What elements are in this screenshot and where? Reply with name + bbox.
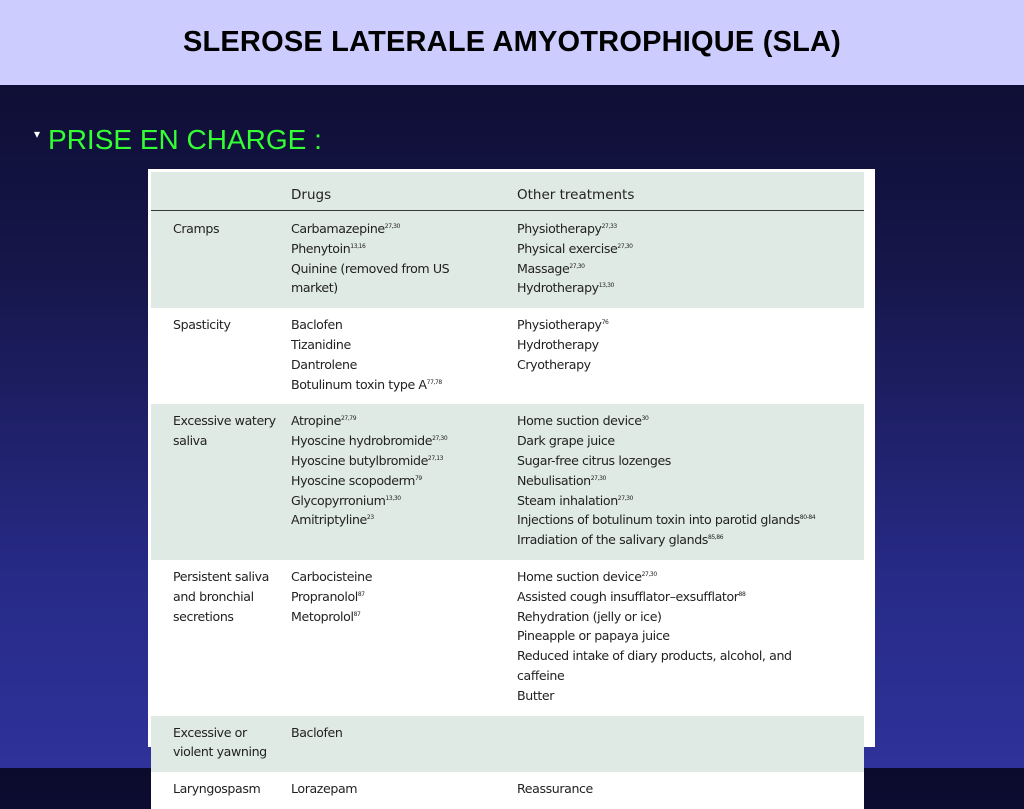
reference-superscript: 23 xyxy=(366,514,374,522)
cell-text: Hyoscine hydrobromide xyxy=(291,433,433,449)
other-treatments-cell-line xyxy=(517,779,857,799)
cell-text: caffeine xyxy=(517,667,565,683)
reference-superscript: 27,33 xyxy=(601,222,617,230)
cell-text: Metoprolol xyxy=(291,608,354,624)
reference-superscript: 27,30 xyxy=(617,494,633,502)
cell-text: market) xyxy=(291,280,338,296)
cell-text: Steam inhalation xyxy=(517,492,618,508)
condition-cell-line: Laryngospasm xyxy=(173,781,261,797)
header-other-treatments: Other treatments xyxy=(517,187,635,203)
slide-title: SLEROSE LATERALE AMYOTROPHIQUE (SLA) xyxy=(182,26,842,58)
reference-superscript: 13,16 xyxy=(350,242,366,250)
drugs-cell-line xyxy=(291,587,511,607)
drugs-cell-line xyxy=(291,451,511,471)
header-drugs: Drugs xyxy=(291,187,332,203)
reference-superscript: 85,86 xyxy=(707,533,724,541)
other-treatments-cell-line xyxy=(517,471,857,491)
bullet-line xyxy=(34,124,322,156)
reference-superscript: 27,13 xyxy=(427,454,444,462)
condition-cell xyxy=(173,219,285,239)
drugs-cell xyxy=(291,219,511,298)
cell-text: Carbocisteine xyxy=(291,568,373,584)
cell-text: Hydrotherapy xyxy=(517,336,599,352)
condition-cell xyxy=(173,723,285,763)
drugs-cell xyxy=(291,779,511,799)
reference-superscript: 27,79 xyxy=(340,415,357,423)
other-treatments-cell-line xyxy=(517,646,857,666)
condition-cell-line: Spasticity xyxy=(173,317,231,333)
cell-text: Reassurance xyxy=(517,781,593,797)
condition-cell-line: Excessive or xyxy=(173,724,247,740)
reference-superscript: 80-84 xyxy=(799,514,816,522)
table-row xyxy=(151,404,864,560)
cell-text: Reduced intake of diary products, alcohol, and xyxy=(517,648,792,664)
cell-text: Pineapple or papaya juice xyxy=(517,628,670,644)
cell-text: Baclofen xyxy=(291,317,343,333)
table-body xyxy=(151,172,864,797)
bullet-arrow-icon: ▾ xyxy=(34,127,41,141)
reference-superscript: 87 xyxy=(357,590,365,598)
cell-text: Home suction device xyxy=(517,568,642,584)
table-row xyxy=(151,716,864,773)
drugs-cell-line xyxy=(291,355,511,375)
cell-text: Rehydration (jelly or ice) xyxy=(517,608,662,624)
condition-cell-line: saliva xyxy=(173,433,208,449)
cell-text: Cryotherapy xyxy=(517,356,591,372)
cell-text: Hydrotherapy xyxy=(517,280,599,296)
other-treatments-cell xyxy=(517,779,857,799)
condition-cell xyxy=(173,411,285,451)
drugs-cell-line xyxy=(291,510,511,530)
cell-text: Physical exercise xyxy=(517,240,618,256)
drugs-cell xyxy=(291,315,511,394)
drugs-cell-line xyxy=(291,239,511,259)
other-treatments-cell-line xyxy=(517,278,857,298)
reference-superscript: 13,30 xyxy=(385,494,401,502)
other-treatments-cell-line xyxy=(517,411,857,431)
drugs-cell-line xyxy=(291,411,511,431)
reference-superscript: 77,78 xyxy=(426,378,442,386)
condition-cell-line: secretions xyxy=(173,608,234,624)
other-treatments-cell-line xyxy=(517,587,857,607)
other-treatments-cell-line xyxy=(517,451,857,471)
other-treatments-cell-line xyxy=(517,259,857,279)
cell-text: Irradiation of the salivary glands xyxy=(517,532,708,548)
cell-text: Hyoscine scopoderm xyxy=(291,472,416,488)
other-treatments-cell-line xyxy=(517,239,857,259)
drugs-cell-line xyxy=(291,723,511,743)
other-treatments-cell-line xyxy=(517,626,857,646)
reference-superscript: 27,30 xyxy=(617,242,633,250)
condition-cell-line: violent yawning xyxy=(173,744,267,760)
drugs-cell-line xyxy=(291,375,511,395)
other-treatments-cell-line xyxy=(517,510,857,530)
cell-text: Physiotherapy xyxy=(517,221,602,236)
cell-text: Physiotherapy xyxy=(517,317,602,333)
cell-text: Hyoscine butylbromide xyxy=(291,452,428,468)
reference-superscript: 87 xyxy=(353,610,361,618)
condition-cell-line: Persistent saliva xyxy=(173,568,269,584)
drugs-cell-line xyxy=(291,219,511,239)
drugs-cell-line xyxy=(291,278,511,298)
other-treatments-cell-line xyxy=(517,315,857,335)
drugs-cell xyxy=(291,723,511,743)
cell-text: Amitriptyline xyxy=(291,512,367,528)
reference-superscript: 27,30 xyxy=(590,474,606,482)
section-label: PRISE EN CHARGE : xyxy=(48,124,322,155)
table-header xyxy=(151,172,864,211)
other-treatments-cell xyxy=(517,315,857,374)
cell-text: Phenytoin xyxy=(291,240,351,256)
drugs-cell-line xyxy=(291,471,511,491)
other-treatments-cell-line xyxy=(517,567,857,587)
condition-cell-line: Excessive watery xyxy=(173,413,276,429)
other-treatments-cell-line xyxy=(517,219,857,239)
title-bar xyxy=(0,0,1024,85)
reference-superscript: 79 xyxy=(415,474,422,482)
reference-superscript: 27,30 xyxy=(432,434,448,442)
drugs-cell-line xyxy=(291,607,511,627)
condition-cell-line: Cramps xyxy=(173,221,220,236)
drugs-cell-line xyxy=(291,491,511,511)
table-rows xyxy=(151,212,864,809)
other-treatments-cell-line xyxy=(517,335,857,355)
other-treatments-cell-line xyxy=(517,666,857,686)
reference-superscript: 30 xyxy=(641,415,649,423)
reference-superscript: 27,30 xyxy=(384,222,400,230)
cell-text: Home suction device xyxy=(517,413,642,429)
reference-superscript: 27,30 xyxy=(569,262,585,270)
reference-superscript: 88 xyxy=(738,590,746,598)
other-treatments-cell xyxy=(517,219,857,298)
cell-text: Assisted cough insufflator–exsufflator xyxy=(517,588,739,604)
cell-text: Butter xyxy=(517,687,555,703)
other-treatments-cell-line xyxy=(517,491,857,511)
cell-text: Lorazepam xyxy=(291,781,358,797)
treatment-table xyxy=(148,169,875,797)
cell-text: Baclofen xyxy=(291,724,343,740)
condition-cell xyxy=(173,779,285,799)
reference-superscript: 13,30 xyxy=(598,282,614,290)
other-treatments-cell xyxy=(517,411,857,550)
reference-superscript: 27,30 xyxy=(641,570,657,578)
other-treatments-cell-line xyxy=(517,686,857,706)
condition-cell xyxy=(173,567,285,626)
cell-text: Nebulisation xyxy=(517,472,591,488)
cell-text: Tizanidine xyxy=(291,336,351,352)
cell-text: Dark grape juice xyxy=(517,433,615,449)
reference-superscript: 76 xyxy=(601,319,609,326)
drugs-cell xyxy=(291,411,511,530)
drugs-cell xyxy=(291,567,511,626)
drugs-cell-line xyxy=(291,259,511,279)
other-treatments-cell-line xyxy=(517,530,857,550)
drugs-cell-line xyxy=(291,567,511,587)
drugs-cell-line xyxy=(291,315,511,335)
table-row xyxy=(151,212,864,308)
cell-text: Massage xyxy=(517,260,570,276)
table-row xyxy=(151,308,864,404)
cell-text: Glycopyrronium xyxy=(291,492,386,508)
drugs-cell-line xyxy=(291,431,511,451)
drugs-cell-line xyxy=(291,779,511,799)
cell-text: Sugar-free citrus lozenges xyxy=(517,452,671,468)
other-treatments-cell-line xyxy=(517,431,857,451)
other-treatments-cell xyxy=(517,567,857,706)
cell-text: Botulinum toxin type A xyxy=(291,376,427,392)
condition-cell xyxy=(173,315,285,335)
cell-text: Injections of botulinum toxin into parotid glands xyxy=(517,512,800,528)
table-row xyxy=(151,772,864,809)
cell-text: Quinine (removed from US xyxy=(291,260,450,276)
table-row xyxy=(151,560,864,716)
condition-cell-line: and bronchial xyxy=(173,588,254,604)
cell-text: Carbamazepine xyxy=(291,221,385,236)
other-treatments-cell-line xyxy=(517,355,857,375)
cell-text: Propranolol xyxy=(291,588,358,604)
cell-text: Dantrolene xyxy=(291,356,357,372)
drugs-cell-line xyxy=(291,335,511,355)
other-treatments-cell-line xyxy=(517,607,857,627)
cell-text: Atropine xyxy=(291,413,341,429)
